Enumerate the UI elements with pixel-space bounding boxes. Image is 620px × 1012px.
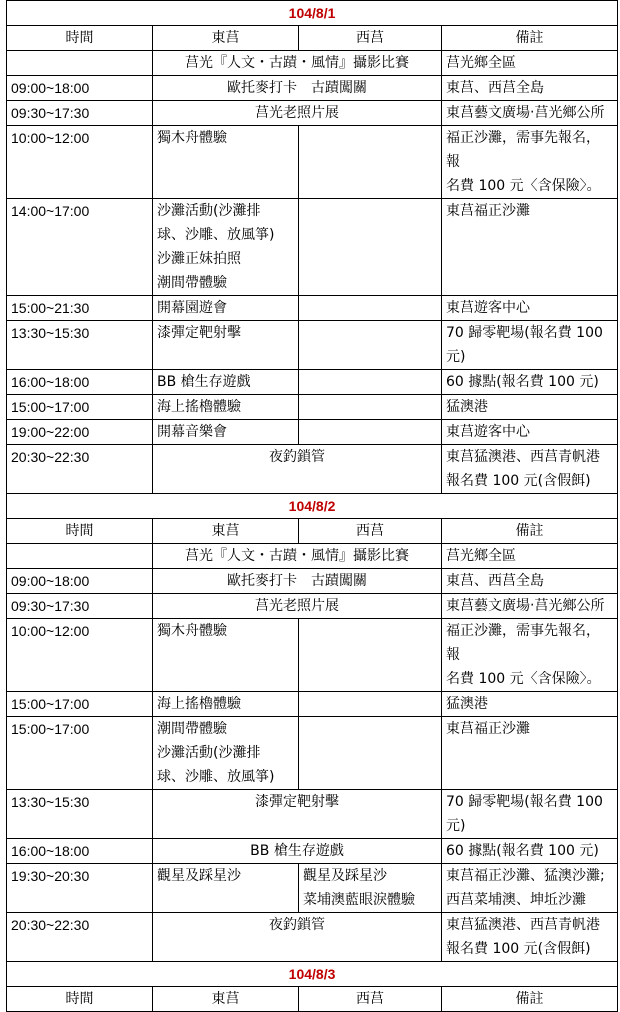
note-cell <box>442 839 618 864</box>
activity-cell <box>153 544 442 569</box>
east-activity-cell <box>153 395 299 420</box>
time-cell: 15:00~17:00 <box>7 692 153 717</box>
column-header-row <box>7 26 618 51</box>
activity-line: 漆彈定靶射擊 <box>255 794 339 810</box>
schedule-table <box>6 0 618 1012</box>
activity-line: 菜埔澳藍眼淚體驗 <box>303 892 415 908</box>
time-cell: 09:00~18:00 <box>7 569 153 594</box>
date-row <box>7 962 618 987</box>
schedule-row <box>7 76 618 101</box>
date-header: 104/8/2 <box>7 494 618 519</box>
schedule-row <box>7 717 618 790</box>
note-line: 莒光鄉全區 <box>446 55 516 71</box>
time-cell: 09:30~17:30 <box>7 101 153 126</box>
date-row <box>7 494 618 519</box>
schedule-row <box>7 296 618 321</box>
note-cell <box>442 594 618 619</box>
schedule-row <box>7 101 618 126</box>
note-cell <box>442 864 618 913</box>
note-line: 東莒福正沙灘、猛澳沙灘; <box>446 868 605 884</box>
date-row <box>7 1 618 26</box>
activity-line: 漆彈定靶射擊 <box>157 325 241 341</box>
note-cell <box>442 101 618 126</box>
activity-line: 潮間帶體驗 <box>157 721 227 737</box>
west-column-header: 西莒 <box>299 987 442 1012</box>
time-cell: 16:00~18:00 <box>7 370 153 395</box>
west-activity-cell <box>299 864 442 913</box>
note-cell <box>442 296 618 321</box>
note-line: 東莒福正沙灘 <box>446 203 530 219</box>
activity-line: 歐托麥打卡 古蹟闖關 <box>227 80 367 96</box>
activity-line: 觀星及踩星沙 <box>157 868 241 884</box>
west-activity-cell <box>299 296 442 321</box>
activity-cell <box>153 594 442 619</box>
west-activity-cell <box>299 692 442 717</box>
schedule-row <box>7 864 618 913</box>
note-cell <box>442 420 618 445</box>
note-line: 報名費 100 元(含假餌) <box>446 941 591 957</box>
note-line: 東莒藝文廣場‧莒光鄉公所 <box>446 598 605 614</box>
activity-line: 開幕音樂會 <box>157 424 227 440</box>
activity-line: 沙灘正妹拍照 <box>157 251 241 267</box>
note-cell <box>442 692 618 717</box>
note-line: 60 據點(報名費 100 元) <box>446 843 599 859</box>
west-activity-cell <box>299 199 442 296</box>
schedule-row <box>7 692 618 717</box>
note-line: 70 歸零靶場(報名費 100 元) <box>446 794 603 834</box>
note-line: 東莒遊客中心 <box>446 424 530 440</box>
activity-line: 歐托麥打卡 古蹟闖關 <box>227 573 367 589</box>
activity-line: 莒光『人文・古蹟・風情』攝影比賽 <box>185 55 409 71</box>
activity-cell <box>153 51 442 76</box>
time-column-header: 時間 <box>7 26 153 51</box>
note-cell <box>442 445 618 494</box>
note-column-header: 備註 <box>442 987 618 1012</box>
note-cell <box>442 76 618 101</box>
note-line: 東莒、西莒全島 <box>446 573 544 589</box>
note-line: 莒光鄉全區 <box>446 548 516 564</box>
note-line: 東莒、西莒全島 <box>446 80 544 96</box>
time-cell: 10:00~12:00 <box>7 126 153 199</box>
note-line: 東莒猛澳港、西莒青帆港 <box>446 917 600 933</box>
east-activity-cell <box>153 370 299 395</box>
east-activity-cell <box>153 420 299 445</box>
note-line: 西莒菜埔澳、坤坵沙灘 <box>446 892 586 908</box>
activity-line: 獨木舟體驗 <box>157 130 227 146</box>
activity-line: 沙灘活動(沙灘排 <box>157 203 261 219</box>
schedule-row <box>7 199 618 296</box>
activity-line: BB 槍生存遊戲 <box>157 374 251 390</box>
east-activity-cell <box>153 321 299 370</box>
note-cell <box>442 321 618 370</box>
west-column-header: 西莒 <box>299 519 442 544</box>
east-column-header: 東莒 <box>153 987 299 1012</box>
note-line: 東莒遊客中心 <box>446 300 530 316</box>
activity-line: 莒光老照片展 <box>255 598 339 614</box>
time-cell: 10:00~12:00 <box>7 619 153 692</box>
activity-line: 沙灘活動(沙灘排 <box>157 745 261 761</box>
time-cell: 15:00~17:00 <box>7 717 153 790</box>
activity-cell <box>153 913 442 962</box>
east-activity-cell <box>153 619 299 692</box>
activity-line: 潮間帶體驗 <box>157 275 227 291</box>
activity-line: 海上搖櫓體驗 <box>157 399 241 415</box>
west-activity-cell <box>299 717 442 790</box>
schedule-row <box>7 544 618 569</box>
time-cell: 20:30~22:30 <box>7 445 153 494</box>
activity-cell <box>153 101 442 126</box>
activity-line: 夜釣鎖管 <box>269 917 325 933</box>
time-cell: 13:30~15:30 <box>7 321 153 370</box>
time-cell <box>7 51 153 76</box>
east-activity-cell <box>153 199 299 296</box>
west-column-header: 西莒 <box>299 26 442 51</box>
column-header-row <box>7 519 618 544</box>
activity-line: 莒光老照片展 <box>255 105 339 121</box>
note-line: 猛澳港 <box>446 696 488 712</box>
schedule-row <box>7 445 618 494</box>
east-activity-cell <box>153 717 299 790</box>
schedule-row <box>7 126 618 199</box>
time-cell: 16:00~18:00 <box>7 839 153 864</box>
activity-cell <box>153 445 442 494</box>
note-line: 70 歸零靶場(報名費 100 元) <box>446 325 603 365</box>
schedule-row <box>7 51 618 76</box>
time-cell: 15:00~21:30 <box>7 296 153 321</box>
note-line: 東莒藝文廣場‧莒光鄉公所 <box>446 105 605 121</box>
activity-cell <box>153 569 442 594</box>
schedule-row <box>7 790 618 839</box>
activity-line: 莒光『人文・古蹟・風情』攝影比賽 <box>185 548 409 564</box>
note-line: 名費 100 元〈含保險〉。 <box>446 178 601 194</box>
schedule-row <box>7 913 618 962</box>
west-activity-cell <box>299 619 442 692</box>
note-line: 報名費 100 元(含假餌) <box>446 473 591 489</box>
note-cell <box>442 126 618 199</box>
note-cell <box>442 913 618 962</box>
east-column-header: 東莒 <box>153 26 299 51</box>
schedule-row <box>7 370 618 395</box>
west-activity-cell <box>299 321 442 370</box>
activity-line: BB 槍生存遊戲 <box>250 843 344 859</box>
west-activity-cell <box>299 126 442 199</box>
time-cell: 15:00~17:00 <box>7 395 153 420</box>
date-header: 104/8/1 <box>7 1 618 26</box>
time-cell: 19:00~22:00 <box>7 420 153 445</box>
activity-line: 獨木舟體驗 <box>157 623 227 639</box>
west-activity-cell <box>299 420 442 445</box>
note-line: 名費 100 元〈含保險〉。 <box>446 671 601 687</box>
activity-line: 球、沙雕、放風箏) <box>157 769 275 785</box>
note-line: 福正沙灘，需事先報名，報 <box>446 130 600 170</box>
time-column-header: 時間 <box>7 987 153 1012</box>
activity-cell <box>153 839 442 864</box>
east-activity-cell <box>153 864 299 913</box>
activity-cell <box>153 790 442 839</box>
note-cell <box>442 395 618 420</box>
east-activity-cell <box>153 126 299 199</box>
note-cell <box>442 51 618 76</box>
note-line: 東莒福正沙灘 <box>446 721 530 737</box>
note-cell <box>442 717 618 790</box>
time-cell: 09:00~18:00 <box>7 76 153 101</box>
note-column-header: 備註 <box>442 519 618 544</box>
activity-line: 球、沙雕、放風箏) <box>157 227 275 243</box>
time-cell: 20:30~22:30 <box>7 913 153 962</box>
time-cell: 13:30~15:30 <box>7 790 153 839</box>
schedule-row <box>7 395 618 420</box>
activity-line: 海上搖櫓體驗 <box>157 696 241 712</box>
note-cell <box>442 790 618 839</box>
note-line: 猛澳港 <box>446 399 488 415</box>
note-cell <box>442 199 618 296</box>
note-cell <box>442 569 618 594</box>
west-activity-cell <box>299 370 442 395</box>
time-cell: 14:00~17:00 <box>7 199 153 296</box>
note-line: 60 據點(報名費 100 元) <box>446 374 599 390</box>
note-cell <box>442 544 618 569</box>
activity-line: 夜釣鎖管 <box>269 449 325 465</box>
time-cell: 09:30~17:30 <box>7 594 153 619</box>
activity-line: 開幕園遊會 <box>157 300 227 316</box>
schedule-row <box>7 839 618 864</box>
note-column-header: 備註 <box>442 26 618 51</box>
east-activity-cell <box>153 692 299 717</box>
schedule-row <box>7 321 618 370</box>
time-column-header: 時間 <box>7 519 153 544</box>
schedule-row <box>7 569 618 594</box>
schedule-row <box>7 594 618 619</box>
schedule-row <box>7 420 618 445</box>
time-cell: 19:30~20:30 <box>7 864 153 913</box>
time-cell <box>7 544 153 569</box>
note-line: 福正沙灘，需事先報名，報 <box>446 623 600 663</box>
date-header: 104/8/3 <box>7 962 618 987</box>
note-line: 東莒猛澳港、西莒青帆港 <box>446 449 600 465</box>
activity-cell <box>153 76 442 101</box>
activity-line: 觀星及踩星沙 <box>303 868 387 884</box>
east-activity-cell <box>153 296 299 321</box>
note-cell <box>442 619 618 692</box>
schedule-row <box>7 619 618 692</box>
west-activity-cell <box>299 395 442 420</box>
column-header-row <box>7 987 618 1012</box>
note-cell <box>442 370 618 395</box>
east-column-header: 東莒 <box>153 519 299 544</box>
